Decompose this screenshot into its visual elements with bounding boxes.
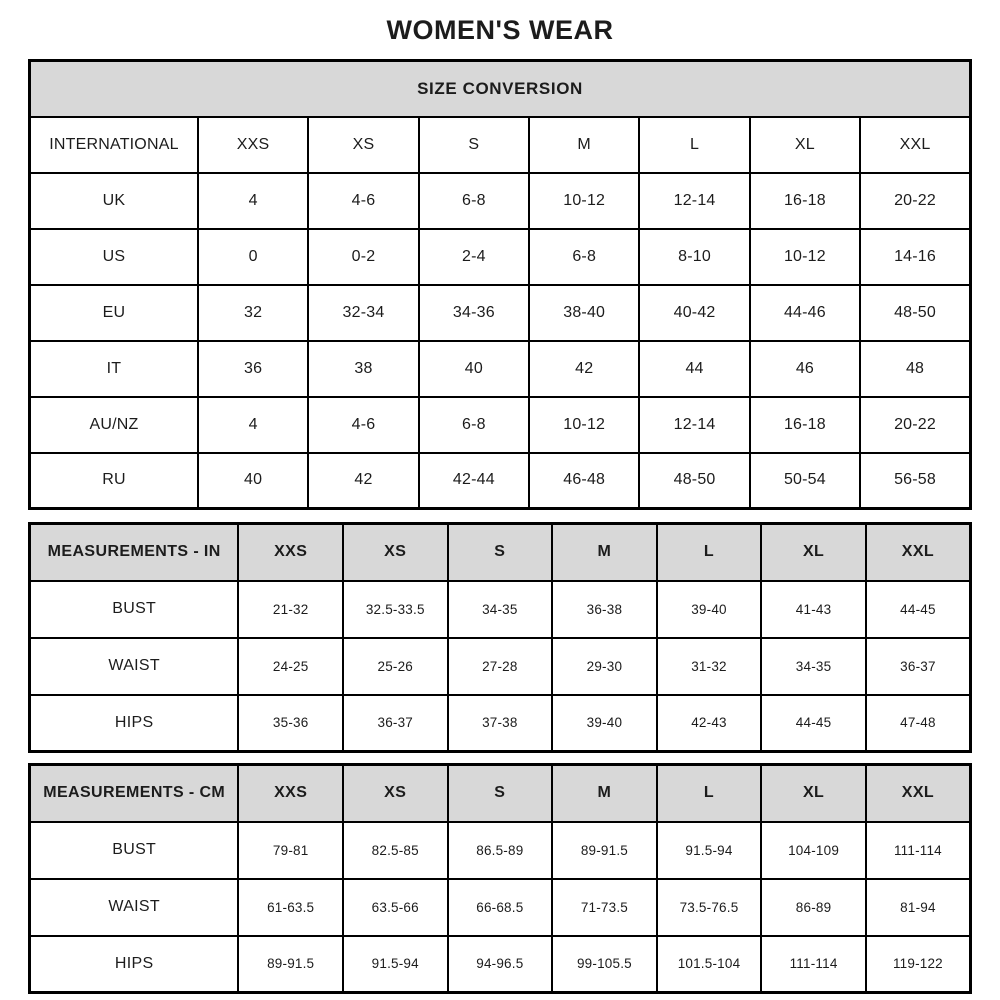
value-cell: 12-14 bbox=[639, 173, 749, 229]
value-cell: 34-36 bbox=[419, 285, 529, 341]
size-column-header: XXL bbox=[866, 765, 971, 822]
table-row bbox=[30, 229, 971, 285]
value-cell: 4-6 bbox=[308, 397, 418, 453]
value-cell: 79-81 bbox=[238, 822, 343, 879]
value-cell: 44-45 bbox=[761, 695, 866, 752]
value-cell: 4 bbox=[198, 397, 308, 453]
value-cell: 42-44 bbox=[419, 453, 529, 509]
value-cell: 20-22 bbox=[860, 397, 970, 453]
value-cell: 36-38 bbox=[552, 581, 657, 638]
value-cell: 111-114 bbox=[761, 936, 866, 993]
page-title: WOMEN'S WEAR bbox=[386, 15, 614, 45]
measurements-in-table bbox=[28, 522, 972, 753]
row-label-cell: WAIST bbox=[30, 638, 239, 695]
value-cell: 36-37 bbox=[866, 638, 971, 695]
value-cell: 4 bbox=[198, 173, 308, 229]
table-banner-row bbox=[30, 61, 971, 117]
value-cell: 71-73.5 bbox=[552, 879, 657, 936]
value-cell: 0-2 bbox=[308, 229, 418, 285]
size-column-header: S bbox=[448, 524, 553, 581]
table-row bbox=[30, 638, 971, 695]
table-row bbox=[30, 173, 971, 229]
size-column-header: XXL bbox=[860, 117, 970, 173]
value-cell: 10-12 bbox=[529, 397, 639, 453]
size-column-header: XS bbox=[343, 765, 448, 822]
value-cell: 50-54 bbox=[750, 453, 860, 509]
value-cell: 44-45 bbox=[866, 581, 971, 638]
corner-header-cell: INTERNATIONAL bbox=[30, 117, 198, 173]
table-banner: SIZE CONVERSION bbox=[30, 61, 971, 117]
size-column-header: S bbox=[419, 117, 529, 173]
value-cell: 91.5-94 bbox=[657, 822, 762, 879]
size-column-header: L bbox=[639, 117, 749, 173]
size-column-header: XXS bbox=[238, 765, 343, 822]
value-cell: 31-32 bbox=[657, 638, 762, 695]
table-row bbox=[30, 936, 971, 993]
value-cell: 46 bbox=[750, 341, 860, 397]
size-column-header: L bbox=[657, 524, 762, 581]
value-cell: 39-40 bbox=[657, 581, 762, 638]
value-cell: 6-8 bbox=[419, 173, 529, 229]
row-label-cell: WAIST bbox=[30, 879, 239, 936]
value-cell: 89-91.5 bbox=[238, 936, 343, 993]
size-conversion-table bbox=[28, 59, 972, 510]
value-cell: 81-94 bbox=[866, 879, 971, 936]
value-cell: 66-68.5 bbox=[448, 879, 553, 936]
value-cell: 44 bbox=[639, 341, 749, 397]
value-cell: 86-89 bbox=[761, 879, 866, 936]
value-cell: 34-35 bbox=[448, 581, 553, 638]
size-chart-page bbox=[28, 0, 972, 994]
size-column-header: XS bbox=[308, 117, 418, 173]
value-cell: 94-96.5 bbox=[448, 936, 553, 993]
value-cell: 27-28 bbox=[448, 638, 553, 695]
value-cell: 29-30 bbox=[552, 638, 657, 695]
value-cell: 10-12 bbox=[529, 173, 639, 229]
value-cell: 40-42 bbox=[639, 285, 749, 341]
value-cell: 47-48 bbox=[866, 695, 971, 752]
value-cell: 73.5-76.5 bbox=[657, 879, 762, 936]
value-cell: 86.5-89 bbox=[448, 822, 553, 879]
row-label-cell: RU bbox=[30, 453, 198, 509]
size-column-header: XS bbox=[343, 524, 448, 581]
table-row bbox=[30, 397, 971, 453]
value-cell: 41-43 bbox=[761, 581, 866, 638]
value-cell: 32.5-33.5 bbox=[343, 581, 448, 638]
value-cell: 14-16 bbox=[860, 229, 970, 285]
value-cell: 82.5-85 bbox=[343, 822, 448, 879]
corner-header-cell: MEASUREMENTS - IN bbox=[30, 524, 239, 581]
value-cell: 104-109 bbox=[761, 822, 866, 879]
row-label-cell: IT bbox=[30, 341, 198, 397]
row-label-cell: HIPS bbox=[30, 936, 239, 993]
value-cell: 34-35 bbox=[761, 638, 866, 695]
value-cell: 46-48 bbox=[529, 453, 639, 509]
value-cell: 44-46 bbox=[750, 285, 860, 341]
row-label-cell: BUST bbox=[30, 822, 239, 879]
size-column-header: XL bbox=[761, 524, 866, 581]
row-label-cell: BUST bbox=[30, 581, 239, 638]
value-cell: 89-91.5 bbox=[552, 822, 657, 879]
value-cell: 40 bbox=[198, 453, 308, 509]
table-row bbox=[30, 581, 971, 638]
value-cell: 48-50 bbox=[860, 285, 970, 341]
row-label-cell: AU/NZ bbox=[30, 397, 198, 453]
size-column-header: M bbox=[529, 117, 639, 173]
value-cell: 39-40 bbox=[552, 695, 657, 752]
value-cell: 16-18 bbox=[750, 173, 860, 229]
value-cell: 16-18 bbox=[750, 397, 860, 453]
row-label-cell: UK bbox=[30, 173, 198, 229]
value-cell: 48-50 bbox=[639, 453, 749, 509]
value-cell: 99-105.5 bbox=[552, 936, 657, 993]
table-row bbox=[30, 822, 971, 879]
size-column-header: XXS bbox=[238, 524, 343, 581]
value-cell: 37-38 bbox=[448, 695, 553, 752]
size-column-header: XXL bbox=[866, 524, 971, 581]
row-label-cell: US bbox=[30, 229, 198, 285]
size-column-header: XXS bbox=[198, 117, 308, 173]
value-cell: 36-37 bbox=[343, 695, 448, 752]
value-cell: 111-114 bbox=[866, 822, 971, 879]
value-cell: 32-34 bbox=[308, 285, 418, 341]
size-column-header: M bbox=[552, 524, 657, 581]
value-cell: 40 bbox=[419, 341, 529, 397]
table-row bbox=[30, 341, 971, 397]
value-cell: 63.5-66 bbox=[343, 879, 448, 936]
value-cell: 91.5-94 bbox=[343, 936, 448, 993]
value-cell: 42 bbox=[308, 453, 418, 509]
size-column-header: XL bbox=[750, 117, 860, 173]
column-header-row bbox=[30, 117, 971, 173]
value-cell: 2-4 bbox=[419, 229, 529, 285]
table-row bbox=[30, 285, 971, 341]
value-cell: 36 bbox=[198, 341, 308, 397]
value-cell: 12-14 bbox=[639, 397, 749, 453]
value-cell: 101.5-104 bbox=[657, 936, 762, 993]
value-cell: 56-58 bbox=[860, 453, 970, 509]
value-cell: 42-43 bbox=[657, 695, 762, 752]
value-cell: 6-8 bbox=[529, 229, 639, 285]
measurements-cm-table bbox=[28, 763, 972, 994]
column-header-row bbox=[30, 524, 971, 581]
value-cell: 10-12 bbox=[750, 229, 860, 285]
value-cell: 42 bbox=[529, 341, 639, 397]
value-cell: 48 bbox=[860, 341, 970, 397]
column-header-row bbox=[30, 765, 971, 822]
value-cell: 6-8 bbox=[419, 397, 529, 453]
table-row bbox=[30, 695, 971, 752]
size-column-header: M bbox=[552, 765, 657, 822]
value-cell: 38-40 bbox=[529, 285, 639, 341]
size-column-header: XL bbox=[761, 765, 866, 822]
table-row bbox=[30, 879, 971, 936]
value-cell: 20-22 bbox=[860, 173, 970, 229]
value-cell: 8-10 bbox=[639, 229, 749, 285]
value-cell: 119-122 bbox=[866, 936, 971, 993]
value-cell: 38 bbox=[308, 341, 418, 397]
value-cell: 4-6 bbox=[308, 173, 418, 229]
value-cell: 24-25 bbox=[238, 638, 343, 695]
corner-header-cell: MEASUREMENTS - CM bbox=[30, 765, 239, 822]
size-column-header: L bbox=[657, 765, 762, 822]
value-cell: 21-32 bbox=[238, 581, 343, 638]
value-cell: 61-63.5 bbox=[238, 879, 343, 936]
value-cell: 0 bbox=[198, 229, 308, 285]
row-label-cell: EU bbox=[30, 285, 198, 341]
row-label-cell: HIPS bbox=[30, 695, 239, 752]
table-row bbox=[30, 453, 971, 509]
value-cell: 35-36 bbox=[238, 695, 343, 752]
size-column-header: S bbox=[448, 765, 553, 822]
value-cell: 32 bbox=[198, 285, 308, 341]
value-cell: 25-26 bbox=[343, 638, 448, 695]
